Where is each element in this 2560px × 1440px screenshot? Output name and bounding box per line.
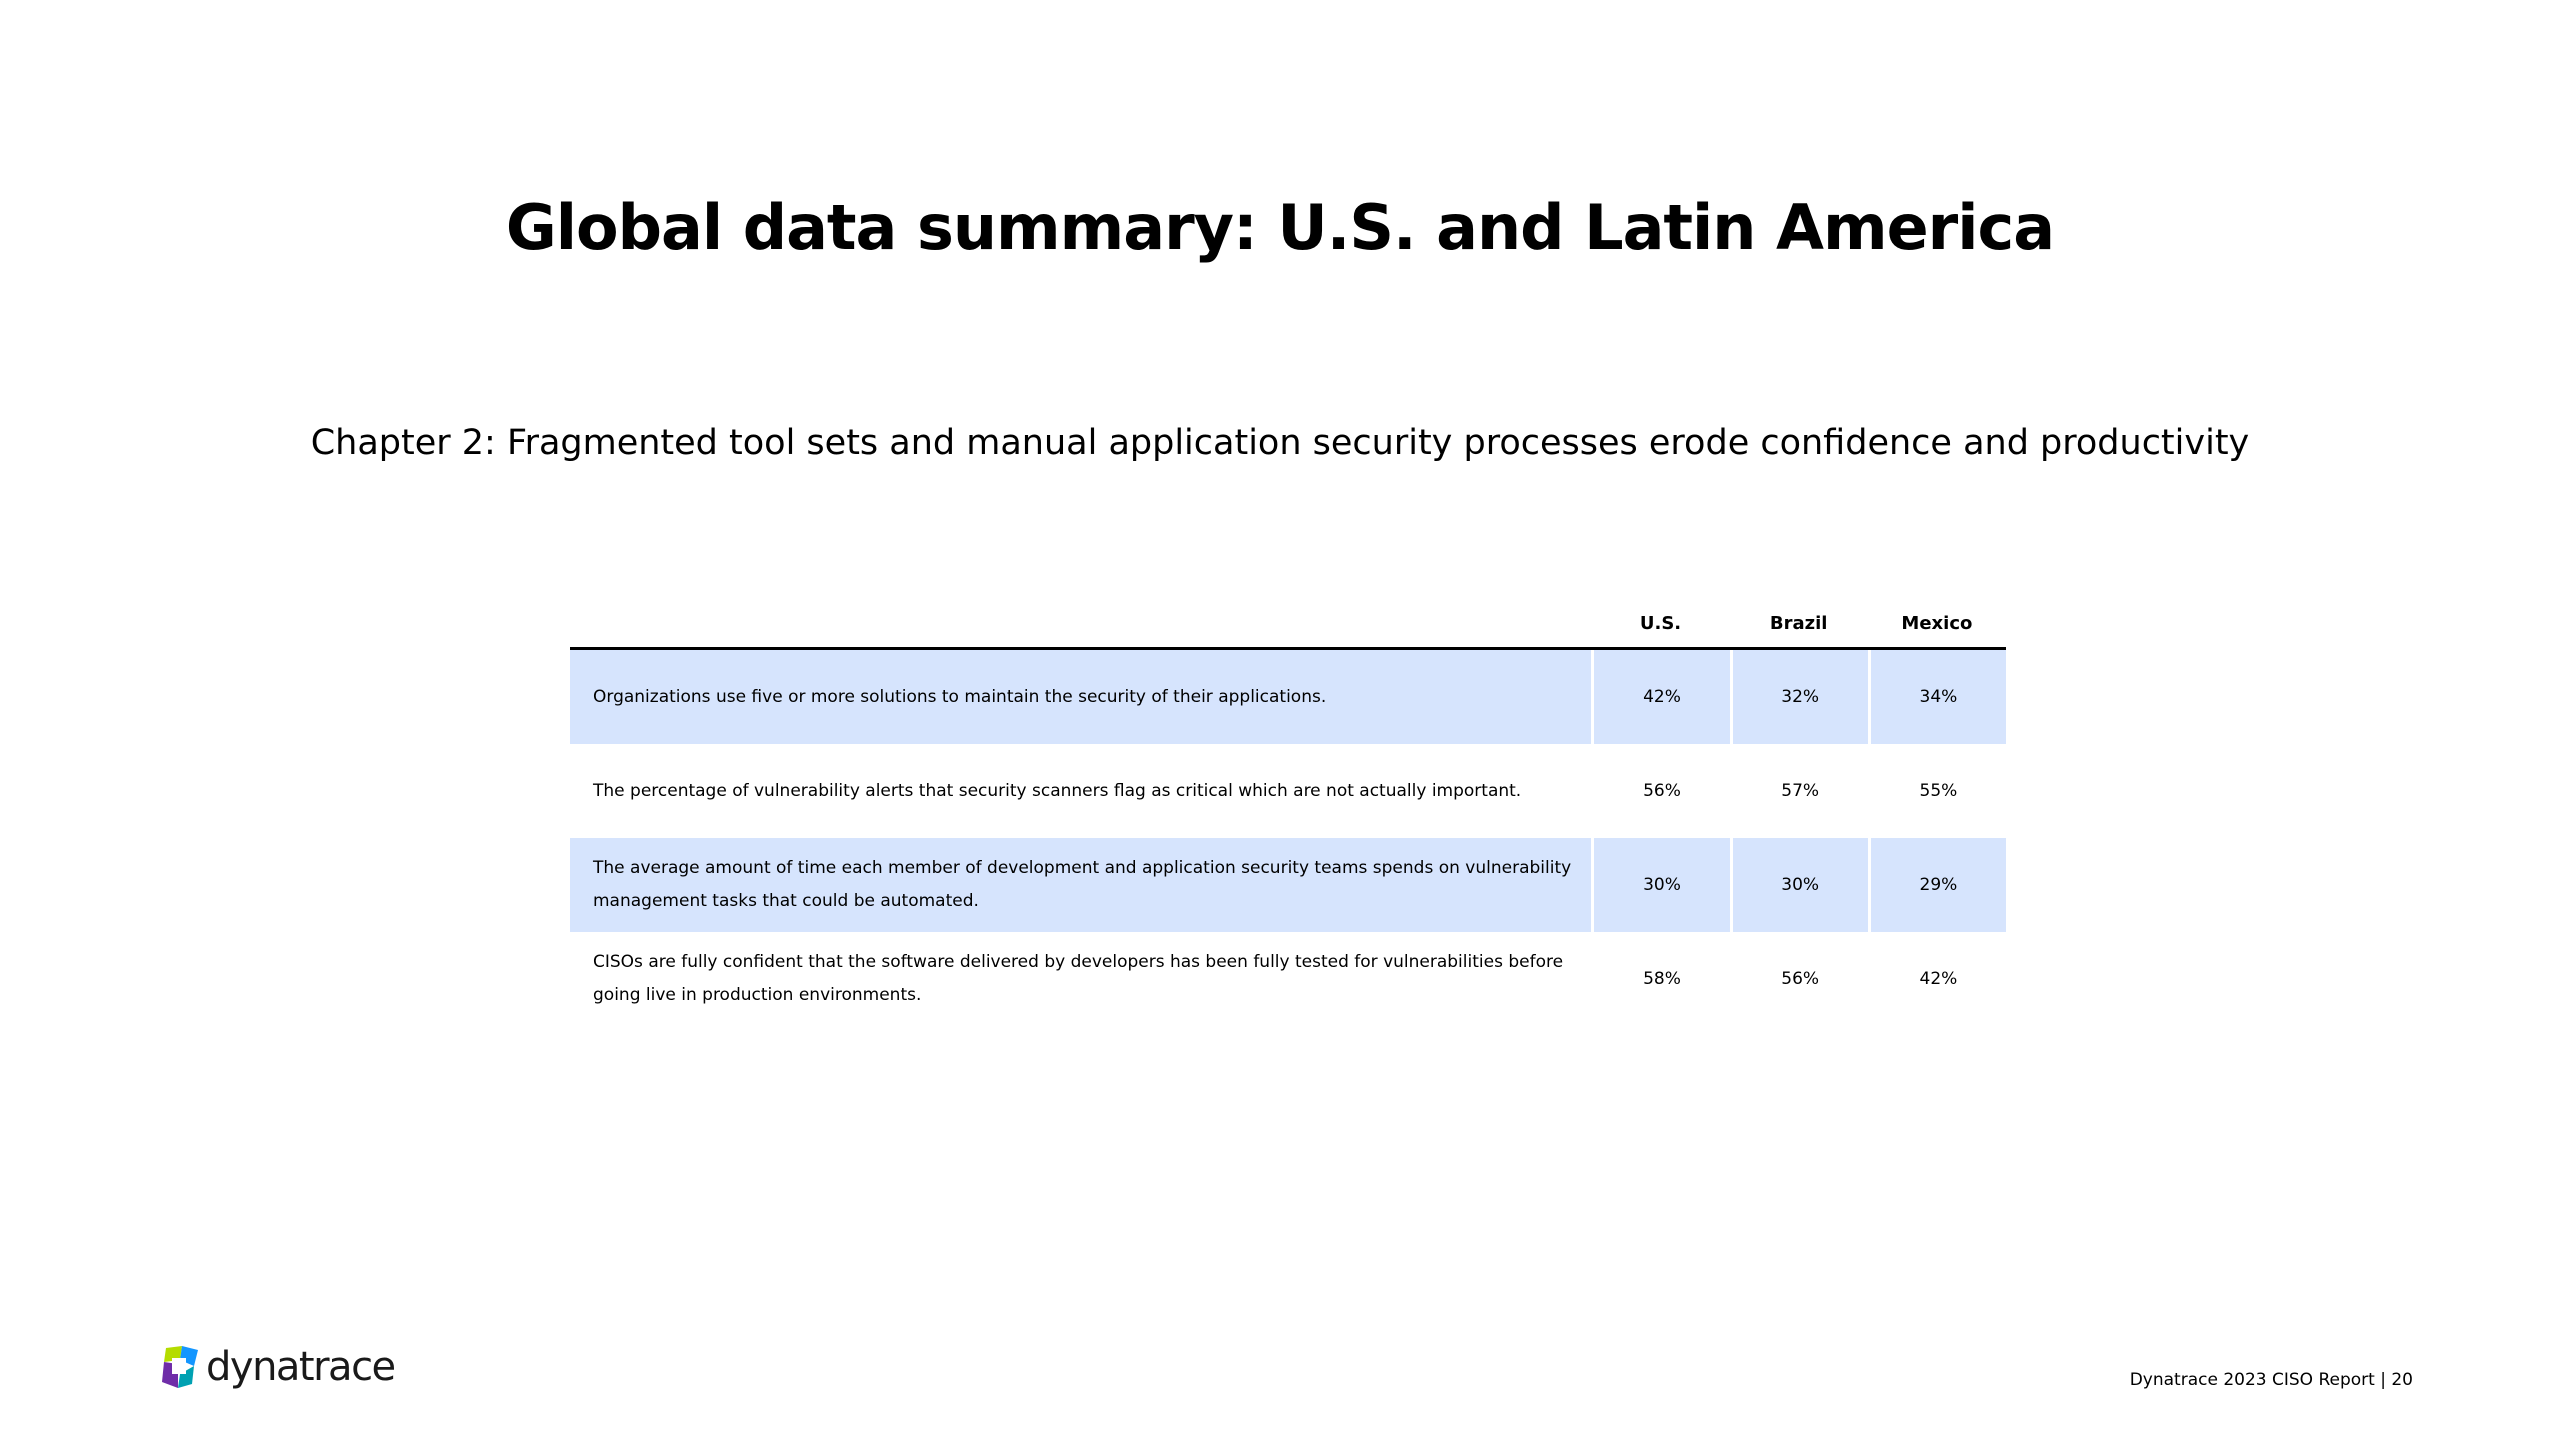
value-us: 30% [1591, 838, 1729, 932]
value-brazil: 56% [1730, 932, 1868, 1026]
column-header-brazil: Brazil [1730, 600, 1868, 650]
table-header-row [570, 600, 2006, 650]
value-mexico: 29% [1868, 838, 2006, 932]
value-mexico: 34% [1868, 650, 2006, 744]
value-brazil: 30% [1730, 838, 1868, 932]
row-description: Organizations use five or more solutions to maintain the security of their applications. [570, 650, 1591, 744]
value-mexico: 42% [1868, 932, 2006, 1026]
table-row [570, 650, 2006, 744]
column-header-mexico: Mexico [1868, 600, 2006, 650]
table-row [570, 744, 2006, 838]
dynatrace-logo [158, 1343, 395, 1391]
column-header-us: U.S. [1591, 600, 1729, 650]
column-header-description [570, 600, 1591, 650]
value-us: 58% [1591, 932, 1729, 1026]
value-brazil: 57% [1730, 744, 1868, 838]
data-summary-table [570, 600, 2006, 1026]
logo-wordmark: dynatrace [206, 1344, 395, 1390]
chapter-subtitle: Chapter 2: Fragmented tool sets and manual application security processes erode confidence and productivity [310, 423, 2250, 463]
row-description: The average amount of time each member of development and application security teams spends on vulnerability management tasks that could be automated. [570, 838, 1591, 932]
row-description: The percentage of vulnerability alerts that security scanners flag as critical which are not actually important. [593, 780, 1522, 801]
dynatrace-logo-icon [158, 1346, 200, 1388]
row-description: CISOs are fully confident that the software delivered by developers has been fully tested for vulnerabilities before going live in production environments. [593, 952, 1564, 1005]
value-us: 42% [1591, 650, 1729, 744]
page-footer: Dynatrace 2023 CISO Report | 20 [2129, 1370, 2413, 1390]
table-row [570, 932, 2006, 1026]
page-title: Global data summary: U.S. and Latin America [505, 191, 2055, 264]
value-brazil: 32% [1730, 650, 1868, 744]
value-mexico: 55% [1868, 744, 2006, 838]
value-us: 56% [1591, 744, 1729, 838]
table-row [570, 838, 2006, 932]
